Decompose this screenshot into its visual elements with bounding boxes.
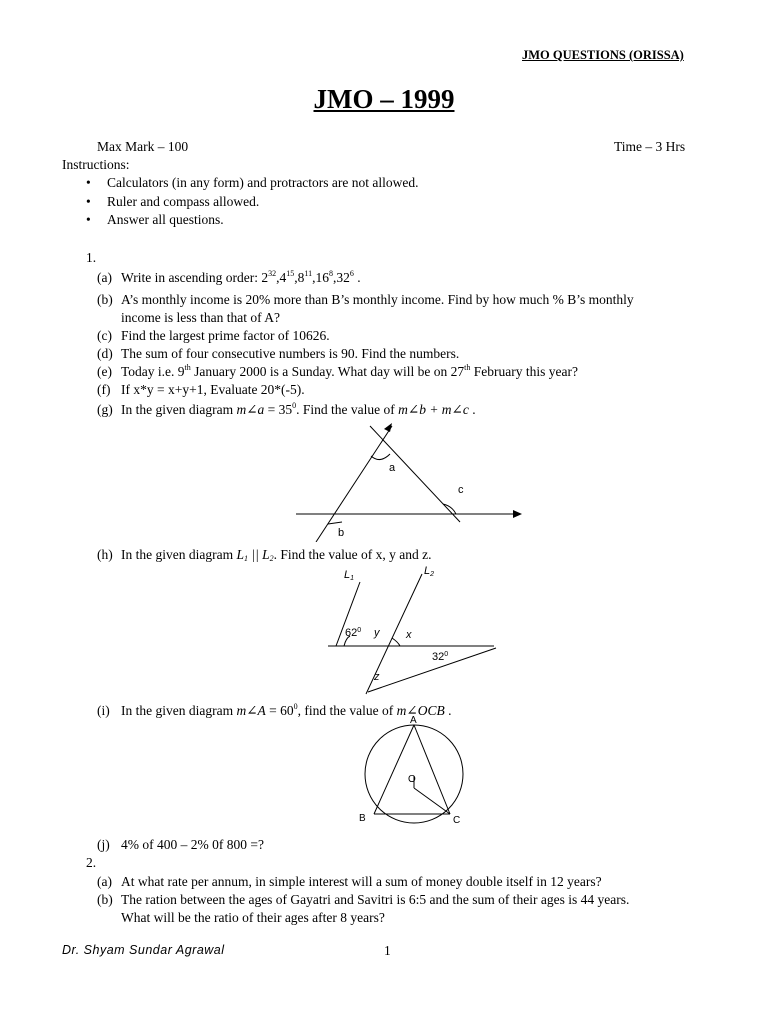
question-2-number: 2. [86,855,97,870]
question-1g: (g) In the given diagram m∠a = $35^0$. Find the value of m∠b + m∠c . [97,401,476,417]
diagram-i [350,716,470,828]
time-allowed: Time – 3 Hrs [614,139,686,154]
angle-label-y: y [374,627,380,639]
angle-label-62: $62^0$ [345,627,362,639]
max-mark: Max Mark – 100 [97,139,189,154]
powers-expression: $2^{32},4^{15},8^{11},16^8,32^6$ . [261,269,361,285]
question-1a: (a) Write in ascending order: $2^{32},4^{15},8^{11},16^8,32^6$ . [97,269,361,285]
line-label-l2: L2 [424,565,435,578]
center-label-O: O [408,774,416,785]
angle-A-expression: m∠A [236,703,266,718]
question-2b: (b) The ration between the ages of Gayatri and Savitri is 6:5 and the sum of their ages is 44 years. What will be the ratio of their ages after 8 years? [97,892,630,925]
sum-expression: m∠b + m∠c [398,402,469,417]
angle-a-expression: m∠a [236,402,265,417]
question-1e: (e) Today i.e. 9th January 2000 is a Sunday. What day will be on 27th February this year? [97,363,578,379]
line-label-l1: L1 [344,569,355,582]
question-1c: (c) Find the largest prime factor of 10626. [97,328,330,343]
instruction-item: • Calculators (in any form) and protractors are not allowed. [86,175,419,194]
instruction-item: • Ruler and compass allowed. [86,194,419,213]
page-title: JMO – 1999 [313,84,455,114]
running-header: JMO QUESTIONS (ORISSA) [522,48,684,62]
question-1b: (b) A’s monthly income is 20% more than B’s monthly income. Find by how much % B’s monthly income is less than that of A? [97,292,634,325]
question-1h: (h) In the given diagram $L_1$ || $L_2$. Find the value of x, y and z. [97,547,432,563]
instruction-item: • Answer all questions. [86,212,419,231]
question-1-number: 1. [86,250,97,265]
instructions-list [86,175,419,231]
diagram-h [320,562,510,696]
angle-label-a: a [389,462,396,474]
angle-label-z: z [374,671,380,683]
angle-label-c: c [458,484,464,496]
instructions-heading: Instructions: [62,157,130,172]
diagram-g [280,418,540,542]
vertex-label-C: C [453,815,461,826]
vertex-label-B: B [359,813,366,824]
question-1f: (f) If x*y = x+y+1, Evaluate 20*(-5). [97,382,305,397]
page-number: 1 [384,943,391,958]
question-1i: (i) In the given diagram m∠A = $60^0$, find the value of m∠OCB . [97,702,452,718]
angle-label-32: $32^0$ [432,651,449,663]
angle-label-b: b [338,527,345,539]
question-2a: (a) At what rate per annum, in simple interest will a sum of money double itself in 12 years? [97,874,602,889]
vertex-label-A: A [410,716,417,726]
angle-label-x: x [406,629,412,641]
angle-OCB-expression: m∠OCB [396,703,445,718]
question-1j: (j) 4% of 400 – 2% 0f 800 =? [97,837,264,852]
footer-author: Dr. Shyam Sundar Agrawal [62,943,225,957]
parallel-expression: $L_1$ || $L_2$ [236,547,274,563]
question-1d: (d) The sum of four consecutive numbers is 90. Find the numbers. [97,346,460,361]
